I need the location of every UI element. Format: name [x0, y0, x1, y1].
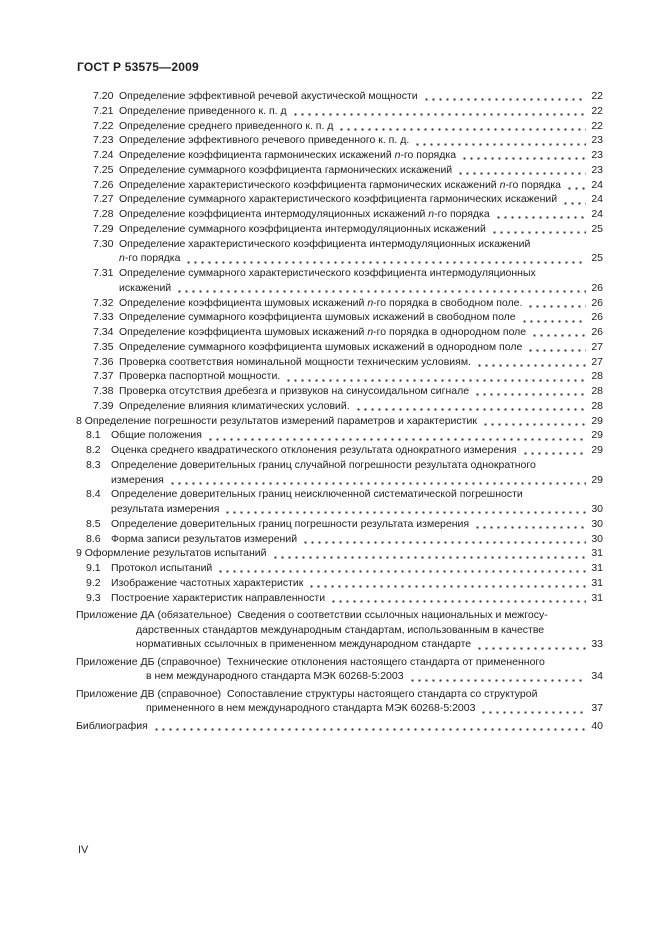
toc-entry-number: 7.27	[93, 193, 114, 206]
toc-entry-page: 22	[591, 90, 603, 102]
dot-leader	[224, 511, 586, 514]
toc-entry-title: Определение доверительных границ погрешности результата измерения	[111, 517, 470, 530]
dot-leader	[476, 647, 586, 650]
toc-entry-title: нормативных ссылочных в примененном международном стандарте	[136, 638, 472, 651]
toc-entry	[76, 414, 603, 429]
toc-entry-page: 33	[591, 638, 603, 651]
toc-entry-page: 29	[591, 473, 603, 486]
toc-entry-number: 7.37	[93, 370, 114, 383]
toc-entry-title: Изображение частотных характеристик	[111, 576, 304, 589]
toc-entry	[76, 399, 603, 414]
toc-entry	[76, 340, 603, 355]
toc-entry-title: Проверка паспортной мощности.	[119, 370, 281, 383]
toc-entry-title: Определение среднего приведенного к. п. д	[119, 119, 334, 132]
toc-entry-title: Определение эффективной речевой акустической мощности	[119, 90, 418, 102]
toc-entry	[76, 443, 603, 458]
dot-leader	[338, 128, 586, 131]
toc-entry-title: n-го порядка	[119, 252, 181, 265]
toc-entry-title: в нем международного стандарта МЭК 60268-5:2003	[146, 670, 404, 683]
toc-entry-title: измерения	[111, 473, 164, 486]
dot-leader	[176, 290, 586, 293]
toc-entry	[76, 266, 603, 296]
toc-entry-number: 8.5	[86, 517, 101, 530]
dot-leader	[169, 482, 586, 485]
toc-entry-title: Приложение ДБ (справочное) Технические отклонения настоящего стандарта от примененного	[76, 655, 545, 668]
toc-entry-page: 22	[591, 119, 603, 132]
toc-entry-page: 28	[591, 370, 603, 383]
toc-entry	[76, 608, 603, 652]
toc-entry	[76, 119, 603, 134]
toc-entry-page: 25	[591, 252, 603, 265]
toc-entry-number: 7.30	[93, 237, 114, 250]
toc-entry-number: 8.2	[86, 444, 101, 456]
toc-entry-page: 24	[591, 178, 603, 191]
toc-entry-title: Определение влияния климатических условий.	[119, 399, 350, 412]
document-header-title: ГОСТ Р 53575—2009	[77, 60, 199, 74]
dot-leader	[292, 113, 586, 116]
toc-entry-title: Определение характеристического коэффициента интермодуляционных искажений	[119, 237, 531, 250]
dot-leader	[491, 231, 586, 234]
toc-entry-title: Построение характеристик направленности	[111, 591, 326, 604]
dot-leader	[457, 172, 586, 175]
dot-leader	[217, 570, 586, 573]
toc-entry-title: Проверка соответствия номинальной мощности техническим условиям.	[119, 355, 471, 368]
toc-entry	[76, 133, 603, 148]
toc-entry-title: Оценка среднего квадратического отклонения результата однократного измерения	[111, 444, 517, 456]
toc-entry-title: Определение коэффициента интермодуляционных искажений n-го порядка	[119, 208, 490, 220]
toc-entry-page: 29	[591, 414, 603, 427]
toc-entry-number: 7.20	[93, 90, 114, 102]
toc-entry-page: 28	[591, 385, 603, 397]
dot-leader	[409, 679, 586, 682]
toc-entry-title: Проверка отсутствия дребезга и призвуков на синусоидальном сигнале	[119, 385, 470, 397]
dot-leader	[527, 349, 586, 352]
toc-entry	[76, 655, 603, 685]
toc-entry-title: Определение доверительных границ случайной погрешности результата однократного	[111, 458, 536, 471]
toc-entry-number: 8.4	[86, 488, 101, 501]
toc-entry-title: Определение суммарного характеристического коэффициента гармонических искажений	[119, 193, 558, 206]
toc-entry-number: 9.2	[86, 576, 101, 589]
toc-entry	[76, 561, 603, 576]
toc-entry	[76, 89, 603, 104]
toc-entry-page: 26	[591, 326, 603, 338]
dot-leader	[566, 187, 586, 190]
toc-entry-page: 24	[591, 193, 603, 206]
dot-leader	[302, 541, 586, 544]
toc-entry-page: 40	[591, 719, 603, 732]
toc-entry-page: 31	[591, 547, 603, 560]
toc-entry-title: Приложение ДА (обязательное) Сведения о соответствии ссылочных национальных и межгосу-	[76, 608, 548, 621]
toc-entry-number: 7.23	[93, 134, 114, 147]
toc-entry	[76, 517, 603, 532]
dot-leader	[330, 600, 586, 603]
dot-leader	[476, 364, 586, 367]
dot-leader	[482, 423, 586, 426]
toc-entry	[76, 207, 603, 222]
table-of-contents	[76, 89, 603, 733]
toc-entry-number: 8.3	[86, 458, 101, 471]
toc-entry-title: Протокол испытаний	[111, 562, 213, 574]
toc-entry-page: 23	[591, 149, 603, 161]
toc-entry	[76, 384, 603, 399]
toc-entry-title: Определение характеристического коэффициента гармонических искажений n-го порядка	[119, 178, 562, 191]
toc-entry-number: 7.31	[93, 267, 114, 279]
toc-entry	[76, 546, 603, 561]
toc-entry-number: 8.1	[86, 429, 101, 442]
toc-entry-title: Форма записи результатов измерений	[111, 532, 298, 545]
toc-entry-number: 7.38	[93, 385, 114, 397]
toc-entry	[76, 591, 603, 606]
dot-leader	[207, 438, 586, 441]
toc-entry-number: 7.28	[93, 208, 114, 220]
dot-leader	[474, 393, 586, 396]
dot-leader	[355, 408, 586, 411]
toc-entry-title: примененного в нем международного стандарта МЭК 60268-5:2003	[146, 702, 476, 715]
toc-entry	[76, 163, 603, 178]
toc-entry-page: 31	[591, 591, 603, 604]
dot-leader	[531, 334, 586, 337]
toc-entry-number: 7.22	[93, 119, 114, 132]
toc-entry-title: Определение суммарного коэффициента гармонических искажений	[119, 163, 453, 176]
toc-entry-number: 7.29	[93, 222, 114, 235]
toc-entry-title: Приложение ДВ (справочное) Сопоставление структуры настоящего стандарта со структурой	[76, 687, 538, 700]
toc-entry-page: 31	[591, 576, 603, 589]
toc-entry-number: 9.1	[86, 562, 101, 574]
toc-entry	[76, 237, 603, 267]
toc-entry-page: 28	[591, 399, 603, 412]
toc-entry	[76, 178, 603, 193]
toc-entry-page: 23	[591, 163, 603, 176]
toc-entry-number: 7.26	[93, 178, 114, 191]
toc-entry-page: 27	[591, 340, 603, 353]
toc-entry	[76, 458, 603, 488]
toc-entry-title: Определение коэффициента шумовых искажений n-го порядка в свободном поле.	[119, 296, 523, 309]
dot-leader	[423, 98, 586, 101]
toc-entry-page: 26	[591, 311, 603, 324]
toc-entry-number: 7.39	[93, 399, 114, 412]
dot-leader	[153, 728, 586, 731]
dot-leader	[461, 157, 586, 160]
dot-leader	[414, 143, 586, 146]
toc-entry-title: Определение коэффициента гармонических искажений n-го порядка	[119, 149, 457, 161]
dot-leader	[308, 585, 586, 588]
dot-leader	[527, 305, 586, 308]
toc-entry-number: 7.34	[93, 326, 114, 338]
toc-entry-number: 7.35	[93, 340, 114, 353]
toc-entry-title: 8 Определение погрешности результатов измерений параметров и характеристик	[76, 414, 477, 427]
dot-leader	[495, 216, 586, 219]
toc-entry-number: 7.33	[93, 311, 114, 324]
dot-leader	[522, 452, 586, 455]
toc-entry-title: Определение коэффициента шумовых искажений n-го порядка в однородном поле	[119, 326, 527, 338]
toc-entry-page: 34	[591, 670, 603, 683]
toc-entry	[76, 310, 603, 325]
dot-leader	[185, 261, 586, 264]
toc-entry-page: 30	[591, 517, 603, 530]
toc-entry	[76, 576, 603, 591]
toc-entry-page: 26	[591, 296, 603, 309]
toc-entry	[76, 192, 603, 207]
toc-entry-title: дарственных стандартов международным стандартам, использованным в качестве	[136, 623, 545, 636]
toc-entry-title: Определение эффективного речевого приведенного к. п. д.	[119, 134, 410, 147]
footer-page-number: IV	[78, 844, 89, 856]
dot-leader	[562, 202, 586, 205]
toc-entry-title: Общие положения	[111, 429, 202, 442]
toc-entry	[76, 296, 603, 311]
toc-entry	[76, 719, 603, 734]
toc-entry	[76, 687, 603, 717]
toc-entry-number: 8.6	[86, 532, 101, 545]
toc-entry	[76, 148, 603, 163]
toc-entry-number: 7.24	[93, 149, 114, 161]
toc-entry-title: Определение суммарного коэффициента интермодуляционных искажений	[119, 222, 486, 235]
toc-entry	[76, 222, 603, 237]
toc-entry-title: результата измерения	[111, 503, 220, 515]
toc-entry-page: 25	[591, 222, 603, 235]
toc-entry-page: 23	[591, 134, 603, 147]
toc-entry-page: 22	[591, 104, 603, 117]
toc-entry-title: Определение суммарного коэффициента шумовых искажений в свободном поле	[119, 311, 516, 324]
dot-leader	[480, 711, 586, 714]
toc-entry-page: 30	[591, 503, 603, 515]
toc-entry-page: 26	[591, 281, 603, 294]
toc-entry-title: 9 Оформление результатов испытаний	[76, 547, 267, 560]
toc-entry-number: 7.36	[93, 355, 114, 368]
toc-entry	[76, 487, 603, 517]
toc-entry-number: 7.25	[93, 163, 114, 176]
dot-leader	[272, 556, 586, 559]
toc-entry-page: 31	[591, 562, 603, 574]
toc-entry-title: Определение доверительных границ неисключенной систематической погрешности	[111, 488, 523, 501]
toc-entry	[76, 355, 603, 370]
toc-entry	[76, 428, 603, 443]
dot-leader	[285, 379, 586, 382]
toc-entry-page: 29	[591, 429, 603, 442]
toc-entry-number: 9.3	[86, 591, 101, 604]
toc-entry-page: 30	[591, 532, 603, 545]
dot-leader	[474, 526, 586, 529]
toc-entry	[76, 369, 603, 384]
toc-entry-number: 7.21	[93, 104, 114, 117]
toc-entry-page: 29	[591, 444, 603, 456]
toc-entry	[76, 325, 603, 340]
toc-entry-page: 24	[591, 208, 603, 220]
toc-entry-page: 37	[591, 702, 603, 715]
toc-entry-title: Библиография	[76, 719, 148, 732]
toc-entry-title: искажений	[119, 281, 172, 294]
toc-entry-page: 27	[591, 355, 603, 368]
toc-entry	[76, 104, 603, 119]
toc-entry-number: 7.32	[93, 296, 114, 309]
toc-entry-title: Определение суммарного коэффициента шумовых искажений в однородном поле	[119, 340, 523, 353]
toc-entry-title: Определение суммарного характеристического коэффициента интермодуляционных	[119, 267, 536, 279]
dot-leader	[521, 320, 586, 323]
toc-entry-title: Определение приведенного к. п. д	[119, 104, 287, 117]
toc-entry	[76, 532, 603, 547]
